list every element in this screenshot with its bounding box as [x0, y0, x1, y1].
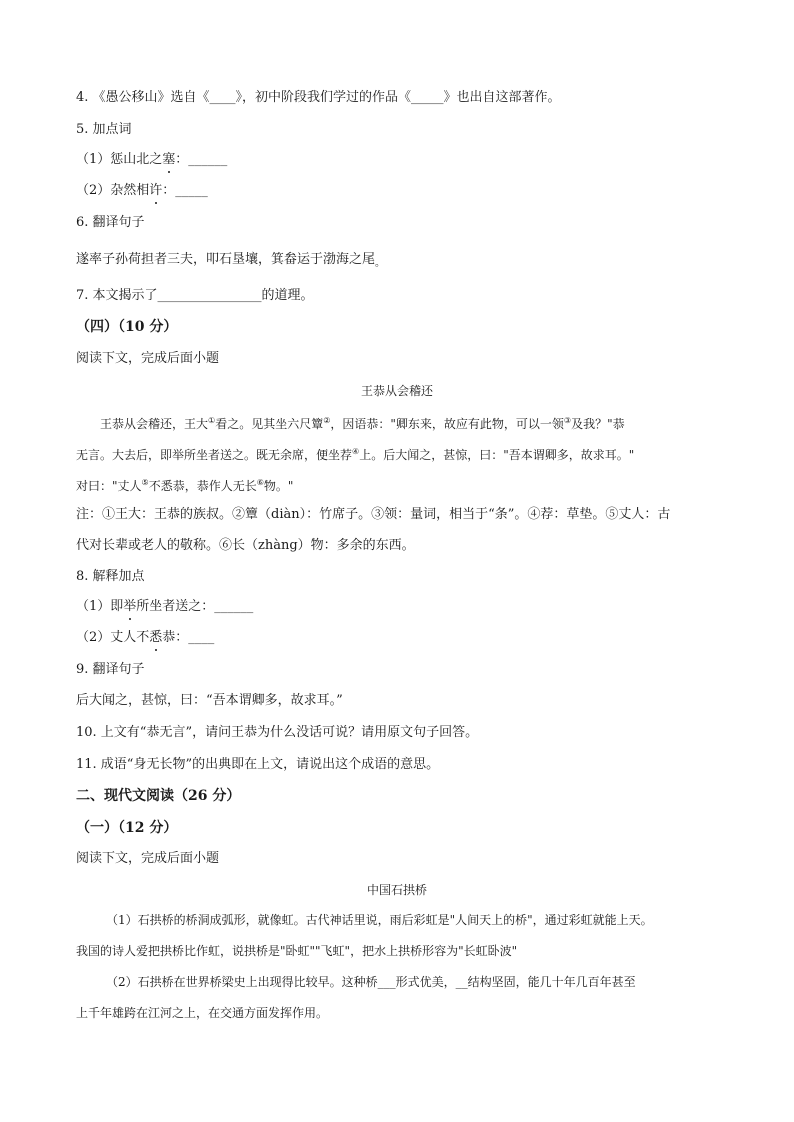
passage-note-line-2: 代对长辈或老人的敬称。⑥长（zhàng）物：多余的东西。	[76, 538, 415, 553]
article-p2-line-1: （2）石拱桥在世界桥梁史上出现得比较早。这种桥___形式优美，__结构坚固，能几十年几百年甚至	[106, 975, 636, 989]
question-5-item-1: （1）惩山北之塞：______	[76, 150, 227, 170]
dotted-word: 塞	[162, 150, 175, 170]
question-8-title: 8. 解释加点	[76, 569, 145, 584]
question-5-item-2: （2）杂然相许：_____	[76, 181, 208, 201]
part-2-instruction: 阅读下文，完成后面小题	[76, 851, 220, 866]
question-7: 7. 本文揭示了________________的道理。	[76, 288, 314, 303]
question-6-title: 6. 翻译句子	[76, 215, 145, 230]
question-4: 4. 《愚公移山》选自《____》，初中阶段我们学过的作品《_____》也出自这部著作。	[76, 90, 561, 105]
question-9-title: 9. 翻译句子	[76, 662, 145, 677]
part-2-heading: 二、现代文阅读（26 分）	[76, 788, 241, 804]
section-4-heading: （四）（10 分）	[76, 319, 178, 335]
passage-note-line-1: 注：①王大：王恭的族叔。②簟（diàn）：竹席子。③领：量词，相当于“条”。④荐：草垫。⑤丈人：古	[76, 507, 671, 522]
question-10: 10. 上文有“恭无言”，请问王恭为什么没话可说？请用原文句子回答。	[76, 725, 479, 740]
dotted-word: 许	[149, 181, 162, 201]
article-p1-line-1: （1）石拱桥的桥洞成弧形，就像虹。古代神话里说，雨后彩虹是"人间天上的桥"，通过彩虹就能上天。	[106, 913, 653, 927]
article-title: 中国石拱桥	[366, 883, 427, 897]
dotted-word: 悉	[149, 628, 162, 648]
article-p2-line-2: 上千年雄跨在江河之上，在交通方面发挥作用。	[76, 1006, 329, 1020]
passage-line-3: 对曰："丈人⑤不悉恭，恭作人无长⑥物。"	[76, 478, 294, 493]
passage-line-2: 无言。大去后，即举所坐者送之。既无余席，便坐荐④上。后大闻之，甚惊，曰："吾本谓卿多，故求耳。"	[76, 447, 635, 462]
section-4-instruction: 阅读下文，完成后面小题	[76, 351, 220, 366]
dotted-word: 举	[123, 597, 136, 617]
question-6-sentence: 遂率子孙荷担者三夫，叩石垦壤，箕畚运于渤海之尾$_。$	[76, 252, 386, 269]
question-8-item-1: （1）即举所坐者送之：______	[76, 597, 253, 617]
passage-line-1: 王恭从会稽还，王大①看之。见其坐六尺簟②，因语恭："卿东来，故应有此物，可以一领③及我？"恭	[100, 416, 625, 431]
part-2-subheading: （一）（12 分）	[76, 820, 178, 836]
question-5-title: 5. 加点词	[76, 122, 132, 137]
question-11: 11. 成语“身无长物”的出典即在上文，请说出这个成语的意思。	[76, 757, 440, 772]
article-p1-line-2: 我国的诗人爱把拱桥比作虹，说拱桥是"卧虹""飞虹"，把水上拱桥形容为"长虹卧波"	[76, 944, 518, 958]
passage-title: 王恭从会稽还	[360, 384, 433, 398]
question-9-sentence: 后大闻之，甚惊，曰：“吾本谓卿多，故求耳。”	[76, 693, 343, 708]
question-8-item-2: （2）丈人不悉恭：____	[76, 628, 214, 648]
